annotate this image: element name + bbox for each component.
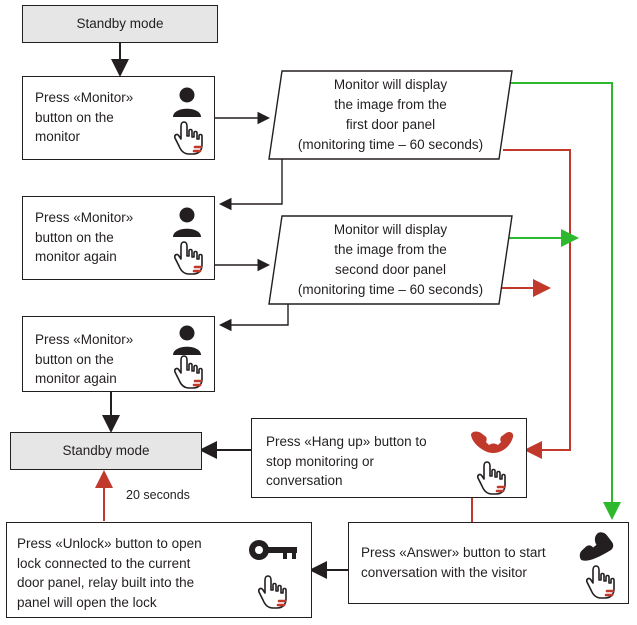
display-second-line-3: second door panel [334,262,447,277]
node-standby-bottom-label: Standby mode [62,443,150,459]
node-display-first[interactable] [268,70,513,160]
person-icon [165,205,209,239]
press-monitor-3-line-1: Press «Monitor» [35,332,134,347]
display-second-line-1: Monitor will display [333,221,448,237]
node-answer[interactable] [348,522,629,604]
node-standby-top[interactable] [22,5,218,43]
hand-pointer-icon [474,459,510,497]
hang-up-line-3: conversation [266,473,343,489]
hang-up-line-2: stop monitoring or [266,453,375,469]
node-press-monitor-1[interactable] [22,76,215,160]
press-monitor-3-line-3: monitor again [35,371,117,387]
handset-up-icon [577,531,617,565]
display-first-line-4: (monitoring time – 60 seconds) [297,137,484,153]
node-display-second[interactable] [268,215,513,305]
node-press-monitor-3[interactable] [22,316,215,392]
node-standby-top-label: Standby mode [76,16,164,32]
display-first-line-1: Monitor will display [333,76,448,92]
unlock-line-1: Press «Unlock» button to open [17,536,202,551]
press-monitor-3-line-2: button on the [35,351,114,367]
unlock-line-2: lock connected to the current [17,555,191,571]
press-monitor-1-line-2: button on the [35,109,114,125]
unlock-line-3: door panel, relay built into the [17,575,195,591]
hand-pointer-icon [171,353,207,391]
hand-pointer-icon [171,119,207,157]
answer-line-2: conversation with the visitor [361,564,527,580]
display-second-line-2: the image from the [334,241,447,257]
display-first-line-2: the image from the [334,96,447,112]
person-icon [165,85,209,119]
node-standby-bottom[interactable] [10,432,202,470]
node-hang-up[interactable] [251,418,527,498]
display-second-line-4: (monitoring time – 60 seconds) [297,282,484,298]
timer-label: 20 seconds [126,488,190,502]
unlock-line-4: panel will open the lock [17,594,157,610]
handset-down-icon [468,429,516,457]
hang-up-line-1: Press «Hang up» button to [266,434,427,449]
display-first-line-3: first door panel [345,117,436,132]
press-monitor-2-line-1: Press «Monitor» [35,210,134,225]
person-icon [165,323,209,357]
press-monitor-2-line-2: button on the [35,229,114,245]
node-unlock[interactable] [6,522,312,618]
hand-pointer-icon [171,239,207,277]
node-press-monitor-2[interactable] [22,196,215,280]
answer-line-1: Press «Answer» button to start [361,545,546,560]
press-monitor-2-line-3: monitor again [35,249,117,265]
key-icon [247,537,299,563]
press-monitor-1-line-1: Press «Monitor» [35,90,134,105]
hand-pointer-icon [255,573,291,611]
press-monitor-1-line-3: monitor [35,129,81,145]
hand-pointer-icon [583,563,619,601]
